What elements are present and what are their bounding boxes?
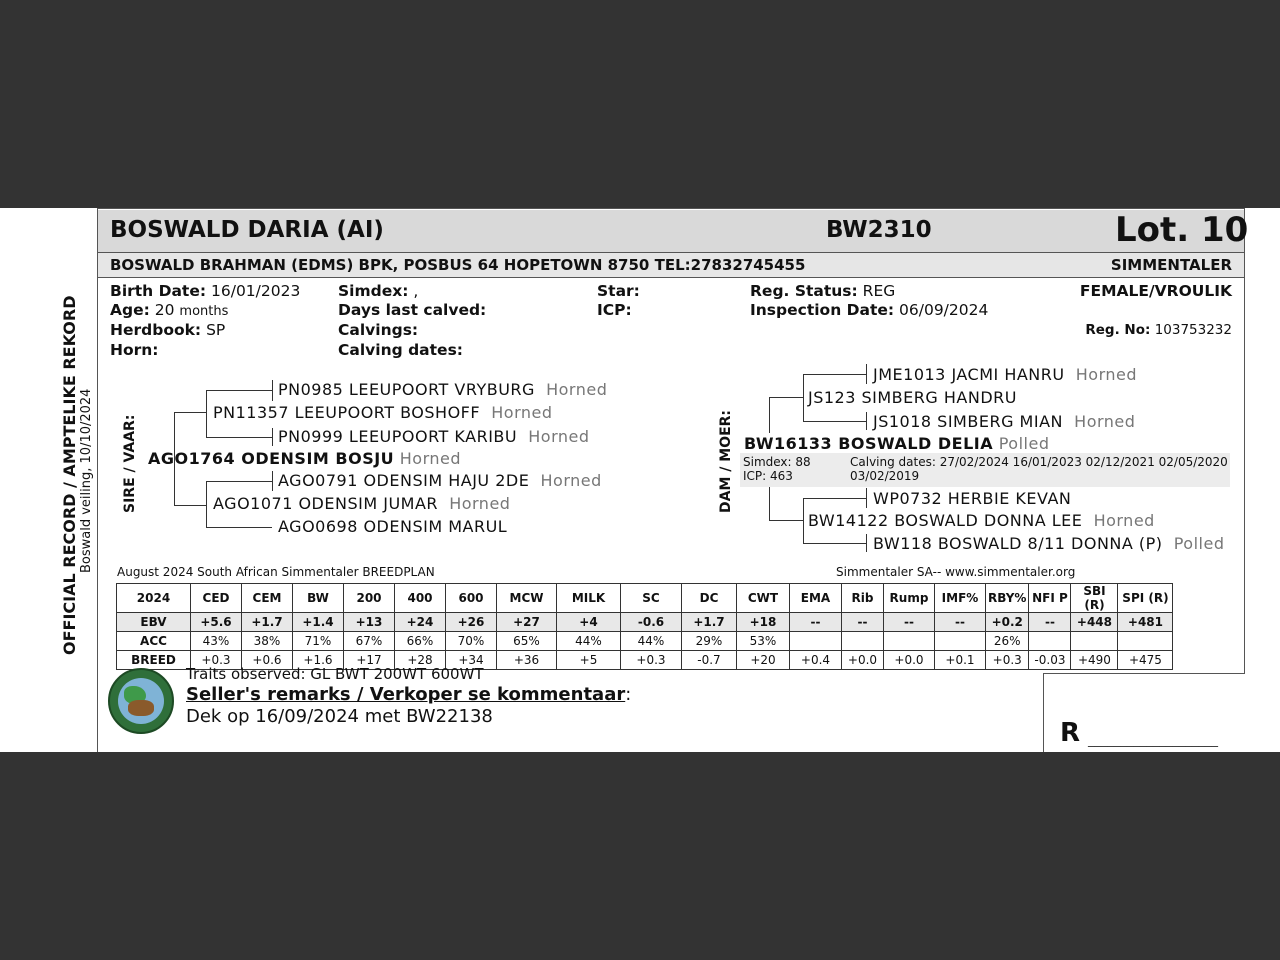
breedplan-website: Simmentaler SA-- www.simmentaler.org [836,565,1076,579]
ebv-cell: +34 [446,651,497,670]
ebv-cell: +0.3 [621,651,682,670]
ebv-cell: 71% [293,632,344,651]
dam-calving-dates: Calving dates: 27/02/2024 16/01/2023 02/12/2021 02/05/2020 [850,455,1228,469]
horn-status: Polled [1173,534,1225,553]
ebv-header-cell: 600 [446,584,497,613]
age-value: 20 [154,301,175,319]
reg-no-value: 103753232 [1154,322,1232,338]
dam-sire [808,388,1017,407]
lot-card [0,208,1280,752]
ebv-cell: +0.4 [790,651,842,670]
pedigree-name: WP0732 HERBIE KEVAN [873,489,1072,508]
ebv-header-cell: 2024 [117,584,191,613]
sire-dam-dam [278,517,507,536]
dam-label: DAM / MOER: [718,409,734,513]
ebv-cell [1071,632,1118,651]
ebv-header-cell: MILK [557,584,621,613]
ebv-cell: ACC [117,632,191,651]
ebv-cell: -- [935,613,986,632]
simmentaler-sa-logo-icon [108,668,174,734]
ebv-header-cell: Rib [842,584,884,613]
ebv-cell [1118,632,1173,651]
ebv-cell [790,632,842,651]
star-label: Star: [597,282,640,300]
ebv-cell: 65% [497,632,557,651]
sire-sire [213,403,553,422]
dam-calving-dates-cont: 03/02/2019 [850,469,920,483]
ebv-header-cell: CWT [737,584,790,613]
ebv-cell: +0.3 [986,651,1029,670]
ebv-cell: +27 [497,613,557,632]
ebv-header-cell: NFI P [1029,584,1071,613]
ebv-cell: +1.7 [242,613,293,632]
ebv-cell: 26% [986,632,1029,651]
age [110,301,228,319]
ebv-cell: +1.4 [293,613,344,632]
ebv-cell: -- [842,613,884,632]
ebv-cell: +1.6 [293,651,344,670]
inspection-date-label: Inspection Date: [750,301,895,319]
pedigree-name: BW16133 BOSWALD DELIA [744,434,994,453]
horn-status: Horned [528,427,590,446]
ebv-header-cell: DC [682,584,737,613]
frame-right-edge [1244,208,1245,674]
age-unit: months [179,304,229,319]
auction-label: Boswald veiling, 10/10/2024 [79,388,94,573]
icp-label: ICP: [597,301,632,319]
ebv-cell: +448 [1071,613,1118,632]
ebv-cell: +490 [1071,651,1118,670]
ebv-header-cell: Rump [884,584,935,613]
price-box-left [1043,673,1044,752]
ebv-header-cell: 200 [344,584,395,613]
ebv-cell: 70% [446,632,497,651]
animal-id: BW2310 [826,217,932,243]
pedigree-name: PN0999 LEEUPOORT KARIBU [278,427,518,446]
breedplan-caption: August 2024 South African Simmentaler BREEDPLAN [117,565,435,579]
sellers-remarks-label: Seller's remarks / Verkoper se kommentaar [186,684,626,705]
breeder-address: BOSWALD BRAHMAN (EDMS) BPK, POSBUS 64 HOPETOWN 8750 TEL:27832745455 [110,256,806,274]
ebv-cell: -- [790,613,842,632]
inspection-date-value: 06/09/2024 [899,301,989,319]
ebv-cell: +481 [1118,613,1173,632]
simdex-value: , [413,282,419,300]
ebv-cell: +5.6 [191,613,242,632]
ebv-cell [1029,632,1071,651]
ebv-cell: +18 [737,613,790,632]
ebv-cell: +36 [497,651,557,670]
ebv-cell: 44% [621,632,682,651]
ebv-cell: +0.2 [986,613,1029,632]
reg-no [1085,322,1232,338]
horn-status: Horned [546,380,608,399]
ebv-cell: +0.6 [242,651,293,670]
ebv-cell: +5 [557,651,621,670]
horn-status: Horned [1093,511,1155,530]
ebv-cell: +20 [737,651,790,670]
ebv-cell: -0.6 [621,613,682,632]
horn-status: Horned [1074,412,1136,431]
remarks-colon: : [625,684,632,705]
ebv-header-cell: MCW [497,584,557,613]
horn-status: Polled [998,434,1050,453]
sellers-remarks: Dek op 16/09/2024 met BW22138 [186,706,493,727]
ebv-row-ebv [117,613,1173,632]
dam-icp: ICP: 463 [743,469,793,483]
horn-status: Horned [449,494,511,513]
ebv-cell: +0.0 [842,651,884,670]
dam-sire-sire [873,365,1137,384]
dam-dam-dam [873,534,1224,553]
ebv-cell: +475 [1118,651,1173,670]
inspection-date [750,301,988,319]
pedigree-name: JS123 SIMBERG HANDRU [808,388,1017,407]
breed-label: SIMMENTALER [1110,256,1232,274]
ebv-cell: +17 [344,651,395,670]
reg-status-label: Reg. Status: [750,282,858,300]
ebv-header-cell: CEM [242,584,293,613]
calving-dates-label: Calving dates: [338,341,463,359]
pedigree-name: JS1018 SIMBERG MIAN [873,412,1063,431]
dam-dam-sire [873,489,1071,508]
ebv-cell: +4 [557,613,621,632]
official-record-label: OFFICIAL RECORD / AMPTELIKE REKORD [60,295,79,655]
reg-status-value: REG [862,282,896,300]
pedigree-name: AGO0698 ODENSIM MARUL [278,517,508,536]
ebv-cell: +13 [344,613,395,632]
horn-status: Horned [1075,365,1138,384]
ebv-table [116,583,1173,670]
pedigree-name: BW14122 BOSWALD DONNA LEE [808,511,1083,530]
pedigree-name: BW118 BOSWALD 8/11 DONNA (P) [873,534,1163,553]
ebv-cell: EBV [117,613,191,632]
sire-dam-sire [278,471,602,490]
ebv-cell: +26 [446,613,497,632]
ebv-cell: +28 [395,651,446,670]
ebv-cell: 53% [737,632,790,651]
sire-dam [213,494,510,513]
ebv-cell [935,632,986,651]
ebv-cell: +0.0 [884,651,935,670]
calvings-label: Calvings: [338,321,419,339]
ebv-header-cell: SPI (R) [1118,584,1173,613]
pedigree-name: JME1013 JACMI HANRU [873,365,1065,384]
price-line[interactable]: ____________________ [1088,733,1218,748]
ebv-header-cell: 400 [395,584,446,613]
horn-status: Horned [540,471,602,490]
ebv-cell: 29% [682,632,737,651]
lot-number: Lot. 10 [1115,210,1249,250]
ebv-cell: -0.7 [682,651,737,670]
pedigree-name: AGO1764 ODENSIM BOSJU [148,449,395,468]
horn-label: Horn: [110,341,159,359]
pedigree-name: PN0985 LEEUPOORT VRYBURG [278,380,535,399]
ebv-cell: 38% [242,632,293,651]
ebv-row-acc [117,632,1173,651]
birth-date-value: 16/01/2023 [211,282,301,300]
pedigree-name: PN11357 LEEUPOORT BOSHOFF [213,403,481,422]
ebv-cell [884,632,935,651]
simdex-label: Simdex: [338,282,409,300]
herdbook [110,321,225,339]
sire [148,449,461,468]
ebv-cell: +24 [395,613,446,632]
ebv-header-cell: EMA [790,584,842,613]
ebv-header-cell: CED [191,584,242,613]
herdbook-label: Herdbook: [110,321,202,339]
ebv-cell: +1.7 [682,613,737,632]
age-label: Age: [110,301,150,319]
ebv-cell: 66% [395,632,446,651]
traits-observed: Traits observed: GL BWT 200WT 600WT [186,665,484,683]
sire-sire-dam [278,427,590,446]
ebv-cell: -- [1029,613,1071,632]
dam-sire-dam [873,412,1135,431]
dam [744,434,1049,453]
reg-status [750,282,895,300]
ebv-header-cell: SC [621,584,682,613]
ebv-header-cell: BW [293,584,344,613]
ebv-cell [842,632,884,651]
pedigree-name: AGO0791 ODENSIM HAJU 2DE [278,471,530,490]
animal-name: BOSWALD DARIA (AI) [110,217,384,243]
days-last-calved-label: Days last calved: [338,301,487,319]
pedigree-name: AGO1071 ODENSIM JUMAR [213,494,439,513]
sellers-remarks-heading [186,684,631,705]
sire-sire-sire [278,380,607,399]
horn-status: Horned [491,403,553,422]
ebv-header-cell: SBI (R) [1071,584,1118,613]
birth-date-label: Birth Date: [110,282,207,300]
ebv-header-cell: IMF% [935,584,986,613]
sire-label: SIRE / VAAR: [122,414,138,513]
simdex [338,282,418,300]
price-box-top [1043,673,1245,674]
birth-date [110,282,300,300]
price-prefix: R [1060,718,1081,748]
ebv-cell: +0.1 [935,651,986,670]
ebv-header-cell: RBY% [986,584,1029,613]
ebv-cell: -0.03 [1029,651,1071,670]
ebv-header-row [117,584,1173,613]
ebv-cell: 44% [557,632,621,651]
ebv-cell: 67% [344,632,395,651]
reg-no-label: Reg. No: [1085,322,1151,338]
horn-status: Horned [399,449,462,468]
sex-label: FEMALE/VROULIK [1079,282,1232,300]
dam-dam [808,511,1155,530]
ebv-cell: -- [884,613,935,632]
ebv-cell: 43% [191,632,242,651]
ebv-cell: BREED [117,651,191,670]
dam-simdex: Simdex: 88 [743,455,811,469]
herdbook-value: SP [206,321,226,339]
ebv-cell: +0.3 [191,651,242,670]
